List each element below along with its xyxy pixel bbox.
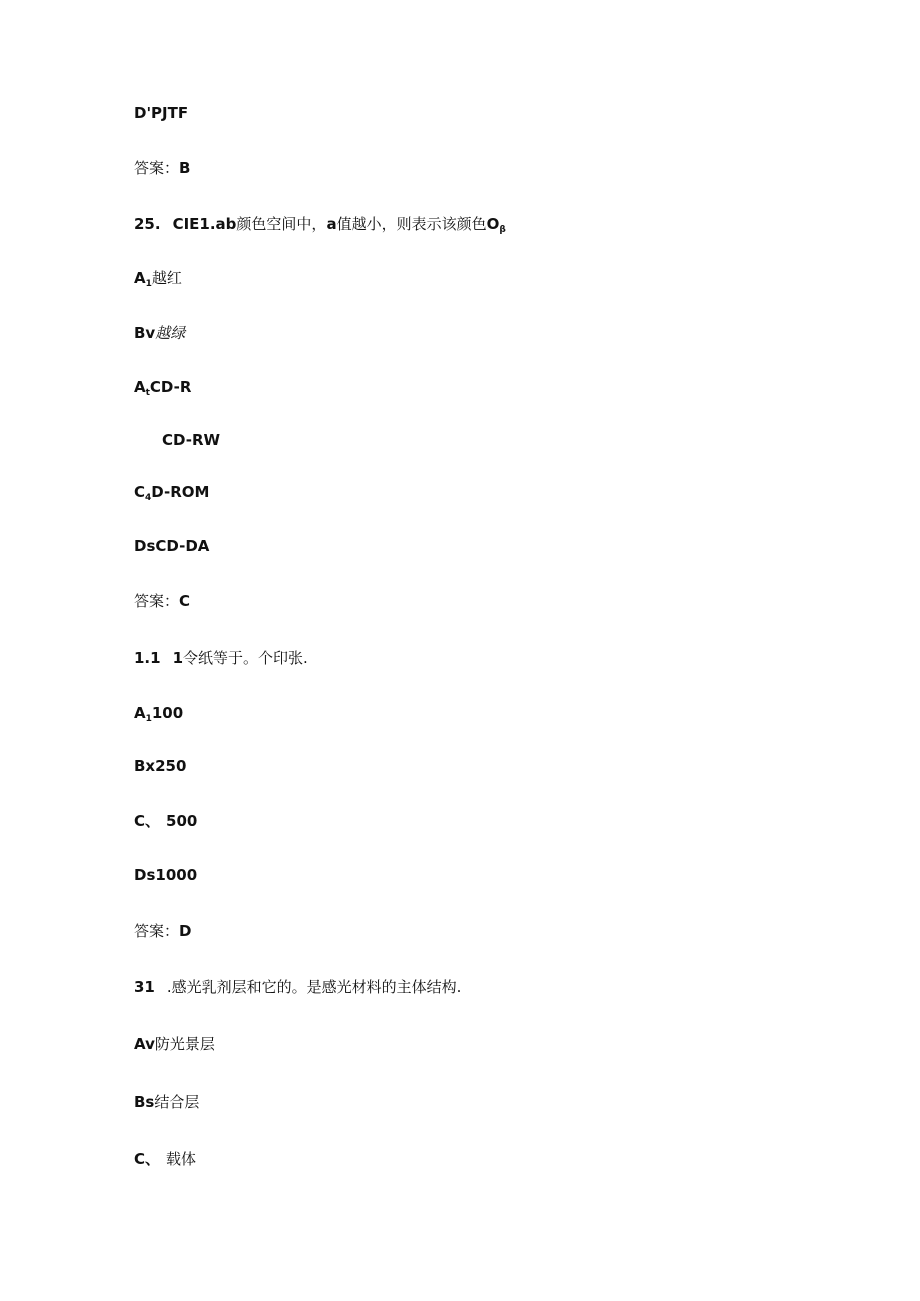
answer-label: 答案：: [134, 592, 180, 610]
option-line: [134, 482, 209, 508]
option-line: [134, 865, 197, 885]
answer-value: C: [179, 592, 191, 610]
option-sub: t: [145, 388, 150, 398]
question-text: 令纸等于。个印张.: [183, 649, 308, 667]
option-text: CD-R: [149, 378, 192, 396]
option-line: [134, 103, 188, 123]
option-line: [134, 1092, 199, 1112]
option-prefix: A: [134, 704, 146, 722]
answer-value: D: [179, 922, 192, 940]
option-text: D-ROM: [151, 483, 210, 501]
question-25: [134, 214, 506, 240]
option-prefix: C、: [134, 812, 161, 830]
question-number: 1.1: [134, 649, 161, 667]
option-line: [134, 756, 186, 776]
option-line: [134, 811, 197, 831]
option-prefix: Bs: [134, 1093, 155, 1111]
question-prefix: CIE1.ab: [172, 215, 237, 233]
option-text: 越绿: [155, 324, 186, 342]
option-text: Ds1000: [134, 866, 198, 884]
question-line: [134, 648, 308, 668]
option-text: 500: [166, 812, 198, 830]
option-line: [134, 268, 182, 294]
option-line: [134, 323, 185, 343]
option-prefix: C: [134, 483, 146, 501]
answer-line: [134, 591, 190, 611]
option-line: [134, 703, 183, 729]
option-line: [134, 536, 209, 556]
option-text: 结合层: [154, 1093, 200, 1111]
option-text: Bx250: [134, 757, 187, 775]
question-o: O: [486, 215, 500, 233]
question-text-2: 值越小，则表示该颜色: [336, 215, 487, 233]
answer-value: B: [179, 159, 191, 177]
option-text: 越红: [151, 269, 182, 287]
option-prefix: A: [134, 378, 146, 396]
option-sub: 1: [145, 714, 152, 724]
option-line: [134, 1149, 196, 1169]
answer-label: 答案：: [134, 922, 180, 940]
answer-line: [134, 921, 191, 941]
option-line: [134, 1034, 215, 1054]
option-prefix: Av: [134, 1035, 155, 1053]
question-o-sub: β: [499, 225, 506, 235]
question-number: 31: [134, 978, 155, 996]
option-text: 100: [151, 704, 184, 722]
option-prefix: A: [134, 269, 146, 287]
option-text: 防光景层: [154, 1035, 215, 1053]
option-line: [134, 377, 191, 403]
question-prefix: 1: [172, 649, 184, 667]
question-31: [134, 977, 461, 997]
option-prefix: Bv: [134, 324, 156, 342]
option-text: 载体: [166, 1150, 197, 1168]
option-text: D'PJTF: [134, 104, 189, 122]
answer-line: [134, 158, 190, 178]
option-sub: 4: [145, 493, 152, 503]
question-text-1: 颜色空间中，: [236, 215, 327, 233]
option-prefix: C、: [134, 1150, 161, 1168]
question-text: .感光乳剂层和它的。是感光材料的主体结构.: [166, 978, 462, 996]
question-number: 25.: [134, 215, 161, 233]
option-line: [162, 430, 220, 450]
answer-label: 答案：: [134, 159, 180, 177]
question-var: a: [326, 215, 337, 233]
option-text: CD-RW: [162, 431, 221, 449]
option-sub: 1: [145, 279, 152, 289]
option-text: DsCD-DA: [134, 537, 210, 555]
